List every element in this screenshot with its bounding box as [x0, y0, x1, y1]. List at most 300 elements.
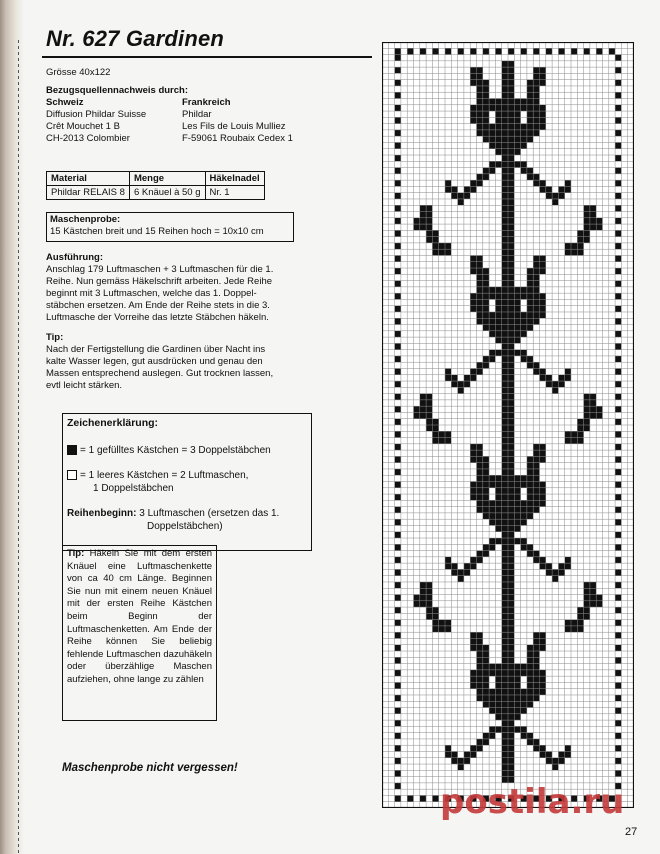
chart-filled-cell [483, 482, 489, 488]
chart-filled-cell [495, 99, 501, 105]
chart-filled-cell [577, 607, 583, 613]
table-header-cell: Häkelnadel [205, 172, 264, 186]
chart-filled-cell [533, 657, 539, 663]
chart-filled-cell [489, 519, 495, 525]
chart-filled-cell [483, 544, 489, 550]
chart-filled-cell [514, 676, 520, 682]
chart-filled-cell [470, 557, 476, 563]
chart-filled-cell [495, 124, 501, 130]
chart-filled-cell [477, 368, 483, 374]
chart-filled-cell [458, 758, 464, 764]
chart-filled-cell [502, 576, 508, 582]
chart-filled-cell [596, 48, 602, 54]
chart-filled-cell [395, 444, 401, 450]
chart-filled-cell [527, 682, 533, 688]
chart-filled-cell [477, 551, 483, 557]
chart-filled-cell [584, 425, 590, 431]
chart-filled-cell [445, 431, 451, 437]
chart-filled-cell [395, 343, 401, 349]
chart-filled-cell [615, 745, 621, 751]
chart-filled-cell [615, 105, 621, 111]
chart-filled-cell [458, 193, 464, 199]
chart-filled-cell [489, 482, 495, 488]
chart-filled-cell [445, 438, 451, 444]
chart-filled-cell [420, 218, 426, 224]
chart-filled-cell [502, 563, 508, 569]
chart-filled-cell [584, 394, 590, 400]
table-cell: Nr. 1 [205, 186, 264, 200]
chart-filled-cell [514, 726, 520, 732]
chart-filled-cell [540, 73, 546, 79]
chart-filled-cell [508, 287, 514, 293]
chart-filled-cell [615, 193, 621, 199]
chart-filled-cell [470, 299, 476, 305]
chart-filled-cell [571, 243, 577, 249]
chart-filled-cell [483, 281, 489, 287]
chart-filled-cell [502, 400, 508, 406]
chart-filled-cell [527, 99, 533, 105]
chart-filled-cell [514, 325, 520, 331]
chart-filled-cell [584, 601, 590, 607]
chart-filled-cell [508, 105, 514, 111]
chart-filled-cell [615, 331, 621, 337]
page-number: 27 [625, 826, 638, 838]
chart-filled-cell [489, 130, 495, 136]
chart-filled-cell [533, 362, 539, 368]
chart-filled-cell [514, 701, 520, 707]
chart-filled-cell [470, 268, 476, 274]
chart-filled-cell [533, 638, 539, 644]
chart-filled-cell [395, 331, 401, 337]
chart-filled-cell [521, 670, 527, 676]
chart-filled-cell [477, 287, 483, 293]
chart-filled-cell [483, 105, 489, 111]
chart-filled-cell [502, 739, 508, 745]
chart-filled-cell [521, 708, 527, 714]
chart-filled-cell [571, 626, 577, 632]
chart-filled-cell [521, 513, 527, 519]
chart-filled-cell [451, 563, 457, 569]
chart-filled-cell [508, 563, 514, 569]
chart-filled-cell [521, 701, 527, 707]
chart-filled-cell [502, 488, 508, 494]
chart-filled-cell [558, 758, 564, 764]
chart-filled-cell [495, 488, 501, 494]
chart-filled-cell [508, 362, 514, 368]
chart-filled-cell [395, 406, 401, 412]
chart-filled-cell [483, 733, 489, 739]
chart-filled-cell [489, 513, 495, 519]
chart-filled-cell [508, 325, 514, 331]
chart-filled-cell [483, 86, 489, 92]
chart-filled-cell [540, 67, 546, 73]
chart-filled-cell [596, 224, 602, 230]
chart-filled-cell [477, 664, 483, 670]
chart-filled-cell [489, 708, 495, 714]
chart-filled-cell [445, 375, 451, 381]
chart-filled-cell [502, 212, 508, 218]
chart-filled-cell [533, 73, 539, 79]
chart-filled-cell [508, 444, 514, 450]
chart-filled-cell [395, 557, 401, 563]
chart-filled-cell [502, 469, 508, 475]
chart-filled-cell [477, 86, 483, 92]
chart-filled-cell [502, 293, 508, 299]
chart-filled-cell [584, 588, 590, 594]
chart-filled-cell [584, 582, 590, 588]
chart-filled-cell [508, 174, 514, 180]
chart-filled-cell [514, 337, 520, 343]
chart-filled-cell [527, 86, 533, 92]
chart-filled-cell [508, 299, 514, 305]
chart-filled-cell [502, 607, 508, 613]
chart-filled-cell [527, 281, 533, 287]
chart-filled-cell [477, 557, 483, 563]
chart-filled-cell [426, 400, 432, 406]
chart-filled-cell [514, 105, 520, 111]
chart-filled-cell [395, 770, 401, 776]
chart-filled-cell [615, 268, 621, 274]
chart-filled-cell [426, 406, 432, 412]
chart-filled-cell [615, 708, 621, 714]
chart-filled-cell [495, 287, 501, 293]
chart-filled-cell [527, 689, 533, 695]
chart-filled-cell [502, 450, 508, 456]
tip-line: Massen entsprechend auslegen. Gut trocknen lassen, [46, 368, 274, 379]
chart-filled-cell [395, 218, 401, 224]
chart-filled-cell [615, 142, 621, 148]
chart-filled-cell [502, 155, 508, 161]
chart-filled-cell [495, 48, 501, 54]
chart-filled-cell [477, 255, 483, 261]
chart-filled-cell [495, 293, 501, 299]
chart-filled-cell [502, 124, 508, 130]
chart-filled-cell [426, 425, 432, 431]
chart-filled-cell [420, 48, 426, 54]
chart-filled-cell [489, 726, 495, 732]
chart-filled-cell [483, 117, 489, 123]
chart-filled-cell [527, 124, 533, 130]
chart-filled-cell [502, 331, 508, 337]
chart-filled-cell [395, 595, 401, 601]
chart-filled-cell [502, 758, 508, 764]
chart-filled-cell [489, 356, 495, 362]
chart-filled-cell [502, 136, 508, 142]
chart-filled-cell [508, 155, 514, 161]
chart-filled-cell [495, 494, 501, 500]
chart-filled-cell [514, 350, 520, 356]
chart-filled-cell [508, 551, 514, 557]
chart-filled-cell [521, 500, 527, 506]
chart-filled-cell [395, 155, 401, 161]
sources-right [182, 97, 293, 145]
chart-filled-cell [514, 670, 520, 676]
chart-filled-cell [407, 48, 413, 54]
chart-filled-cell [558, 563, 564, 569]
chart-filled-cell [395, 193, 401, 199]
chart-filled-cell [514, 299, 520, 305]
chart-filled-cell [470, 645, 476, 651]
chart-filled-cell [502, 387, 508, 393]
chart-filled-cell [514, 130, 520, 136]
chart-filled-cell [420, 394, 426, 400]
chart-filled-cell [533, 557, 539, 563]
instructions-line: stäbchen ersetzen. Am Ende der Reihe stets in die 3. [46, 300, 270, 311]
chart-filled-cell [470, 255, 476, 261]
chart-filled-cell [489, 168, 495, 174]
chart-filled-cell [508, 714, 514, 720]
chart-filled-cell [464, 193, 470, 199]
chart-filled-cell [502, 438, 508, 444]
chart-filled-cell [464, 186, 470, 192]
chart-filled-cell [470, 670, 476, 676]
chart-filled-cell [514, 482, 520, 488]
chart-filled-cell [533, 281, 539, 287]
chart-filled-cell [502, 111, 508, 117]
chart-filled-cell [615, 758, 621, 764]
chart-filled-cell [477, 67, 483, 73]
chart-filled-cell [508, 312, 514, 318]
chart-filled-cell [426, 230, 432, 236]
chart-filled-cell [489, 99, 495, 105]
chart-filled-cell [552, 758, 558, 764]
chart-filled-cell [584, 230, 590, 236]
chart-filled-cell [458, 48, 464, 54]
chart-filled-cell [508, 80, 514, 86]
chart-filled-cell [521, 733, 527, 739]
chart-filled-cell [470, 444, 476, 450]
chart-filled-cell [508, 387, 514, 393]
tip-line: evtl leicht stärken. [46, 380, 123, 391]
chart-filled-cell [477, 488, 483, 494]
chart-filled-cell [451, 375, 457, 381]
chart-filled-cell [477, 318, 483, 324]
chart-filled-cell [483, 670, 489, 676]
material-table [46, 171, 265, 200]
chart-filled-cell [584, 595, 590, 601]
chart-filled-cell [533, 117, 539, 123]
chart-filled-cell [477, 117, 483, 123]
chart-filled-cell [508, 438, 514, 444]
chart-filled-cell [521, 519, 527, 525]
chart-filled-cell [615, 595, 621, 601]
chart-filled-cell [477, 482, 483, 488]
chart-filled-cell [495, 682, 501, 688]
chart-filled-cell [483, 130, 489, 136]
chart-filled-cell [508, 136, 514, 142]
chart-filled-cell [533, 551, 539, 557]
chart-filled-cell [483, 312, 489, 318]
chart-filled-cell [495, 513, 501, 519]
chart-filled-cell [489, 733, 495, 739]
chart-filled-cell [502, 714, 508, 720]
chart-filled-cell [577, 230, 583, 236]
chart-filled-cell [540, 368, 546, 374]
chart-filled-cell [502, 745, 508, 751]
legend-row-start [67, 507, 307, 520]
chart-filled-cell [477, 500, 483, 506]
chart-filled-cell [495, 500, 501, 506]
chart-filled-cell [495, 519, 501, 525]
chart-filled-cell [577, 249, 583, 255]
chart-filled-cell [502, 551, 508, 557]
chart-filled-cell [420, 601, 426, 607]
chart-filled-cell [533, 368, 539, 374]
chart-filled-cell [527, 494, 533, 500]
chart-filled-cell [508, 569, 514, 575]
chart-filled-cell [477, 651, 483, 657]
chart-filled-cell [483, 48, 489, 54]
chart-filled-cell [508, 86, 514, 92]
chart-filled-cell [395, 745, 401, 751]
chart-filled-cell [508, 638, 514, 644]
chart-filled-cell [502, 199, 508, 205]
chart-filled-cell [533, 469, 539, 475]
chart-filled-cell [508, 293, 514, 299]
chart-filled-cell [533, 645, 539, 651]
chart-filled-cell [514, 142, 520, 148]
chart-filled-cell [615, 582, 621, 588]
chart-filled-cell [426, 224, 432, 230]
chart-filled-cell [445, 249, 451, 255]
chart-filled-cell [508, 632, 514, 638]
chart-filled-cell [395, 482, 401, 488]
chart-filled-cell [508, 218, 514, 224]
chart-filled-cell [439, 620, 445, 626]
chart-filled-cell [540, 488, 546, 494]
chart-filled-cell [502, 381, 508, 387]
chart-filled-cell [514, 664, 520, 670]
chart-filled-cell [483, 111, 489, 117]
gauge-heading: Maschenprobe: [50, 214, 121, 225]
chart-filled-cell [414, 601, 420, 607]
chart-filled-cell [527, 657, 533, 663]
chart-filled-cell [615, 381, 621, 387]
chart-filled-cell [615, 431, 621, 437]
chart-filled-cell [565, 557, 571, 563]
chart-filled-cell [590, 212, 596, 218]
chart-filled-cell [395, 795, 401, 801]
chart-filled-cell [395, 293, 401, 299]
binding-perforation [18, 40, 19, 854]
chart-filled-cell [489, 350, 495, 356]
chart-filled-cell [508, 124, 514, 130]
chart-filled-cell [514, 695, 520, 701]
chart-filled-cell [508, 764, 514, 770]
chart-filled-cell [502, 726, 508, 732]
chart-filled-cell [502, 205, 508, 211]
chart-filled-cell [546, 375, 552, 381]
chart-filled-cell [395, 80, 401, 86]
chart-filled-cell [514, 331, 520, 337]
chart-filled-cell [615, 632, 621, 638]
chart-filled-cell [470, 751, 476, 757]
chart-filled-cell [432, 431, 438, 437]
chart-filled-cell [615, 519, 621, 525]
chart-filled-cell [508, 613, 514, 619]
chart-filled-cell [495, 325, 501, 331]
size-text: Grösse 40x122 [46, 67, 111, 78]
chart-filled-cell [615, 557, 621, 563]
chart-filled-cell [533, 105, 539, 111]
chart-filled-cell [508, 431, 514, 437]
chart-filled-cell [502, 80, 508, 86]
chart-filled-cell [527, 168, 533, 174]
chart-filled-cell [540, 124, 546, 130]
chart-filled-cell [533, 111, 539, 117]
chart-filled-cell [502, 419, 508, 425]
chart-filled-cell [521, 482, 527, 488]
chart-filled-cell [395, 268, 401, 274]
chart-filled-cell [426, 601, 432, 607]
chart-filled-cell [395, 456, 401, 462]
chart-filled-cell [395, 645, 401, 651]
chart-filled-cell [420, 400, 426, 406]
chart-filled-cell [521, 507, 527, 513]
chart-filled-cell [502, 482, 508, 488]
chart-filled-cell [615, 607, 621, 613]
chart-filled-cell [527, 287, 533, 293]
chart-filled-cell [502, 519, 508, 525]
chart-filled-cell [395, 419, 401, 425]
chart-filled-cell [615, 67, 621, 73]
chart-filled-cell [590, 412, 596, 418]
chart-filled-cell [502, 281, 508, 287]
chart-filled-cell [540, 632, 546, 638]
gauge-reminder: Maschenprobe nicht vergessen! [62, 762, 238, 774]
chart-filled-cell [495, 105, 501, 111]
chart-filled-cell [508, 670, 514, 676]
chart-filled-cell [540, 444, 546, 450]
chart-filled-cell [477, 262, 483, 268]
chart-filled-cell [533, 92, 539, 98]
chart-filled-cell [590, 224, 596, 230]
chart-filled-cell [521, 695, 527, 701]
gauge-box [46, 212, 294, 242]
chart-filled-cell [527, 80, 533, 86]
chart-filled-cell [495, 525, 501, 531]
chart-filled-cell [477, 299, 483, 305]
chart-filled-cell [615, 155, 621, 161]
chart-filled-cell [483, 657, 489, 663]
chart-filled-cell [508, 180, 514, 186]
chart-filled-cell [521, 538, 527, 544]
tip-line: kalte Wasser legen, gut ausdrücken und genau den [46, 356, 263, 367]
chart-filled-cell [502, 337, 508, 343]
chart-filled-cell [464, 569, 470, 575]
chart-filled-cell [495, 664, 501, 670]
chart-filled-cell [565, 431, 571, 437]
chart-filled-cell [477, 745, 483, 751]
chart-filled-cell [445, 745, 451, 751]
chart-filled-cell [432, 48, 438, 54]
chart-filled-cell [502, 431, 508, 437]
chart-filled-cell [477, 312, 483, 318]
table-cell: 6 Knäuel à 50 g [129, 186, 205, 200]
chart-filled-cell [615, 130, 621, 136]
chart-filled-cell [495, 676, 501, 682]
chart-filled-cell [502, 601, 508, 607]
chart-filled-cell [514, 312, 520, 318]
chart-filled-cell [508, 331, 514, 337]
chart-filled-cell [502, 632, 508, 638]
chart-filled-cell [470, 180, 476, 186]
chart-filled-cell [502, 664, 508, 670]
chart-filled-cell [395, 168, 401, 174]
chart-filled-cell [483, 287, 489, 293]
chart-filled-cell [527, 111, 533, 117]
source-line: F-59061 Roubaix Cedex 1 [182, 133, 293, 144]
